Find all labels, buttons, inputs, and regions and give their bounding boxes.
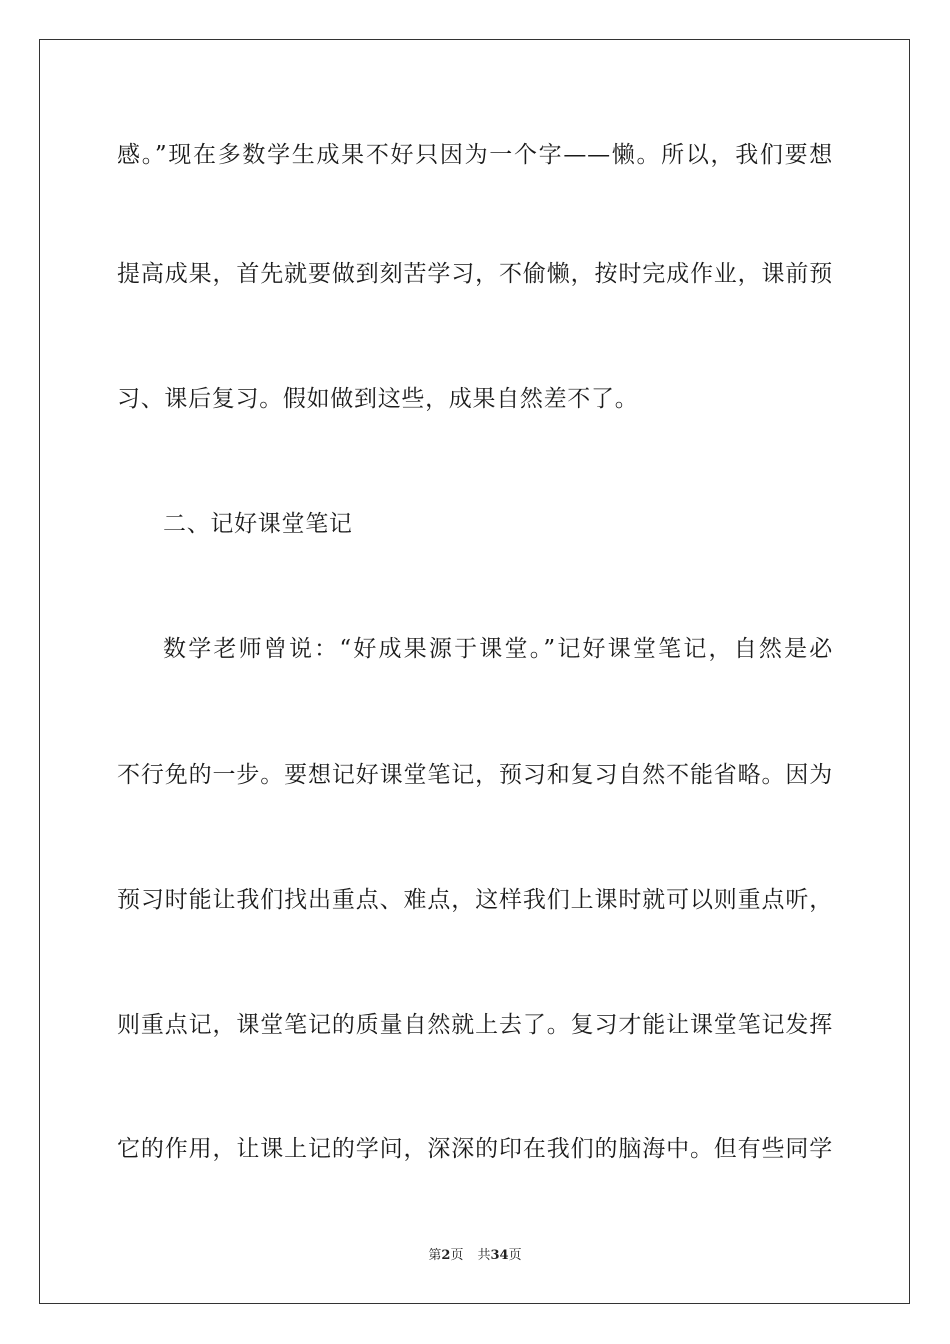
total-suffix: 页: [508, 1248, 522, 1263]
body-text-line: 数学老师曾说：“好成果源于课堂。”记好课堂笔记，自然是必: [163, 636, 833, 662]
page-border: [39, 39, 910, 1304]
page-footer: [0, 1247, 950, 1265]
body-text-line: 习、课后复习。假如做到这些，成果自然差不了。: [117, 386, 639, 412]
total-pages: 34: [490, 1248, 509, 1263]
body-text-line: 预习时能让我们找出重点、难点，这样我们上课时就可以则重点听，: [117, 887, 833, 913]
body-text-line: 它的作用，让课上记的学问，深深的印在我们的脑海中。但有些同学: [117, 1136, 833, 1162]
body-text-line: 则重点记，课堂笔记的质量自然就上去了。复习才能让课堂笔记发挥: [117, 1012, 833, 1038]
page-suffix: 页: [450, 1248, 464, 1263]
page-prefix: 第: [428, 1248, 442, 1263]
body-text-line: 提高成果，首先就要做到刻苦学习，不偷懒，按时完成作业，课前预: [117, 261, 833, 287]
body-text-line: 感。”现在多数学生成果不好只因为一个字——懒。所以，我们要想: [117, 142, 833, 168]
section-heading: 二、记好课堂笔记: [163, 511, 353, 537]
total-prefix: 共: [477, 1248, 491, 1263]
page-number: 2: [441, 1248, 451, 1263]
body-text-line: 不行免的一步。要想记好课堂笔记，预习和复习自然不能省略。因为: [117, 762, 833, 788]
